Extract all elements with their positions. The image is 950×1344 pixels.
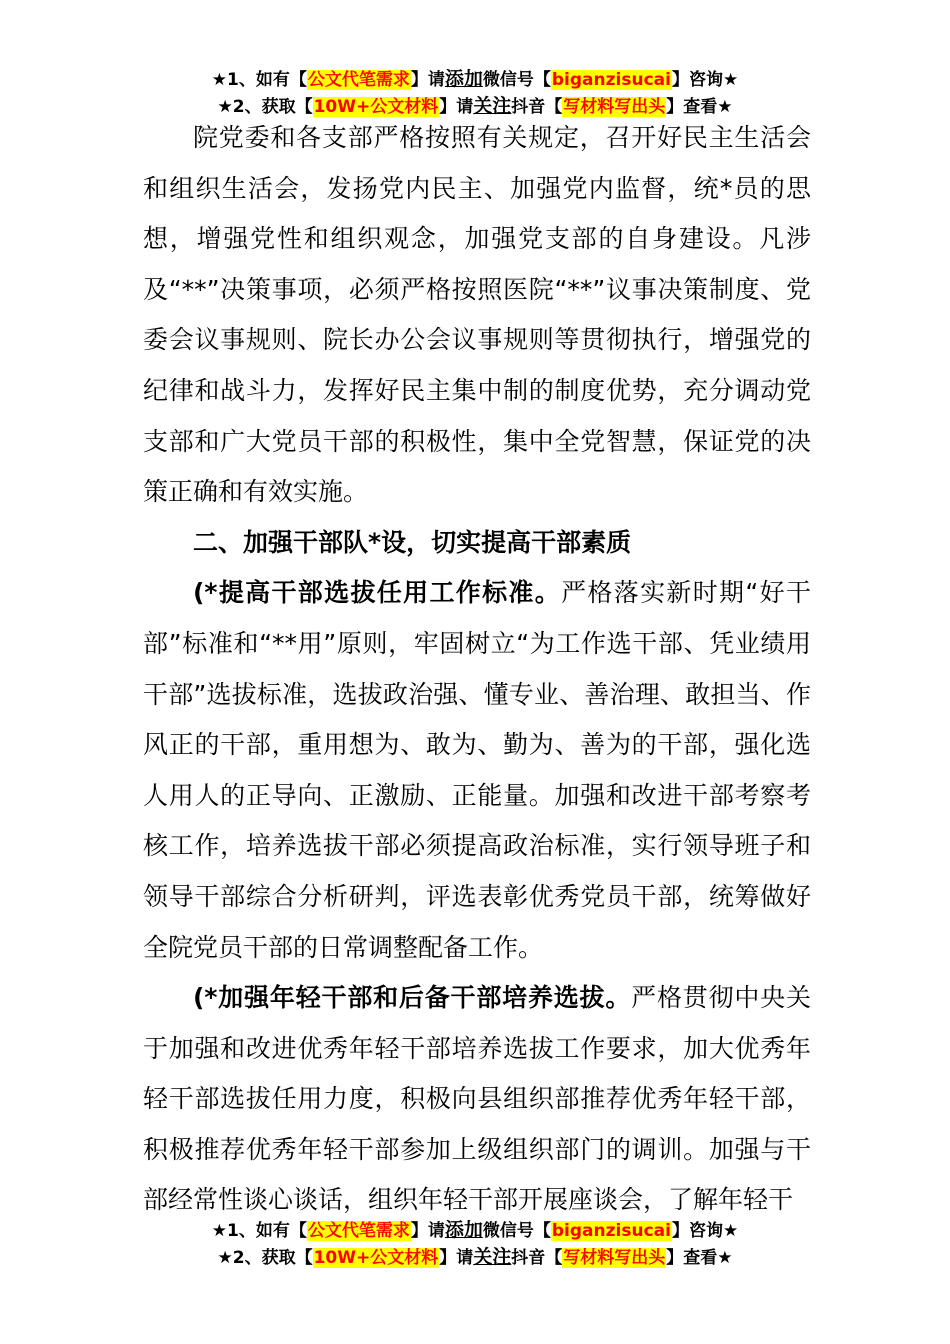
highlight-service: 公文代笔需求 xyxy=(307,1221,410,1241)
banner-text: ★1、如有【 xyxy=(211,1221,307,1241)
banner-text: 微信号【 xyxy=(482,70,551,90)
banner-text: 】请 xyxy=(439,1248,474,1268)
emphasis-follow: 关注 xyxy=(473,1246,512,1268)
footer-banner xyxy=(0,1217,950,1271)
banner-text: 】请 xyxy=(410,1221,445,1241)
banner-text: 】查看★ xyxy=(666,97,733,117)
highlight-douyin: 写材料写出头 xyxy=(563,97,666,117)
highlight-wechat-id: biganzisucai xyxy=(551,1221,671,1241)
highlight-douyin: 写材料写出头 xyxy=(563,1248,666,1268)
banner-text: 抖音【 xyxy=(511,1248,563,1268)
banner-text: ★2、获取【 xyxy=(217,97,313,117)
banner-text: 】查看★ xyxy=(666,1248,733,1268)
paragraph-1: 院党委和各支部严格按照有关规定，召开好民主生活会和组织生活会，发扬党内民主、加强党内监督，统*员的思想，增强党性和组织观念，加强党支部的自身建设。凡涉及“**”决策事项，必须严格按照医院“**”议事决策制度、党委会议事规则、院长办公会议事规则等贯彻执行，增强党的纪律和战斗力，发挥好民主集中制的制度优势，充分调动党支部和广大党员干部的积极性，集中全党智慧，保证党的决策正确和有效实施。 xyxy=(143,123,811,507)
paragraph-3-lead: (*加强年轻干部和后备干部培养选拔。 xyxy=(193,983,632,1013)
highlight-materials: 10W+公文材料 xyxy=(313,97,439,117)
banner-text: ★2、获取【 xyxy=(217,1248,313,1268)
emphasis-follow: 关注 xyxy=(473,95,512,117)
paragraph-2-body: 严格落实新时期“好干部”标准和“**用”原则，牢固树立“为工作选干部、凭业绩用干部”选拔标准，选拔政治强、懂专业、善治理、敢担当、作风正的干部，重用想为、敢为、勤为、善为的干部，强化选人用人的正导向、正激励、正能量。加强和改进干部考察考核工作，培养选拔干部必须提高政治标准，实行领导班子和领导干部综合分析研判，评选表彰优秀党员干部，统筹做好全院党员干部的日常调整配备工作。 xyxy=(143,578,811,962)
banner-line-1 xyxy=(0,1217,950,1244)
emphasis-add: 添加 xyxy=(444,1219,483,1241)
header-banner xyxy=(0,66,950,120)
paragraph-3-body: 严格贯彻中央关于加强和改进优秀年轻干部培养选拔工作要求，加大优秀年轻干部选拔任用力度，积极向县组织部推荐优秀年轻干部，积极推荐优秀年轻干部参加上级组织部门的调训。加强与干部经常性谈心谈话，组织年轻干部开展座谈会，了解年轻干 xyxy=(143,983,811,1215)
document-body xyxy=(143,113,811,1226)
banner-text: 】请 xyxy=(410,70,445,90)
banner-text: ★1、如有【 xyxy=(211,70,307,90)
banner-text: 微信号【 xyxy=(482,1221,551,1241)
paragraph-2 xyxy=(143,568,811,973)
banner-text: 】咨询★ xyxy=(671,70,739,90)
paragraph-2-lead: (*提高干部选拔任用工作标准。 xyxy=(193,578,562,608)
banner-line-2 xyxy=(0,1244,950,1271)
banner-text: 】请 xyxy=(439,97,474,117)
highlight-wechat-id: biganzisucai xyxy=(551,70,671,90)
paragraph-3 xyxy=(143,973,811,1226)
emphasis-add: 添加 xyxy=(444,68,483,90)
banner-text: 】咨询★ xyxy=(671,1221,739,1241)
highlight-service: 公文代笔需求 xyxy=(307,70,410,90)
banner-text: 抖音【 xyxy=(511,97,563,117)
banner-line-1 xyxy=(0,66,950,93)
highlight-materials: 10W+公文材料 xyxy=(313,1248,439,1268)
section-heading: 二、加强干部队*设，切实提高干部素质 xyxy=(193,527,632,557)
